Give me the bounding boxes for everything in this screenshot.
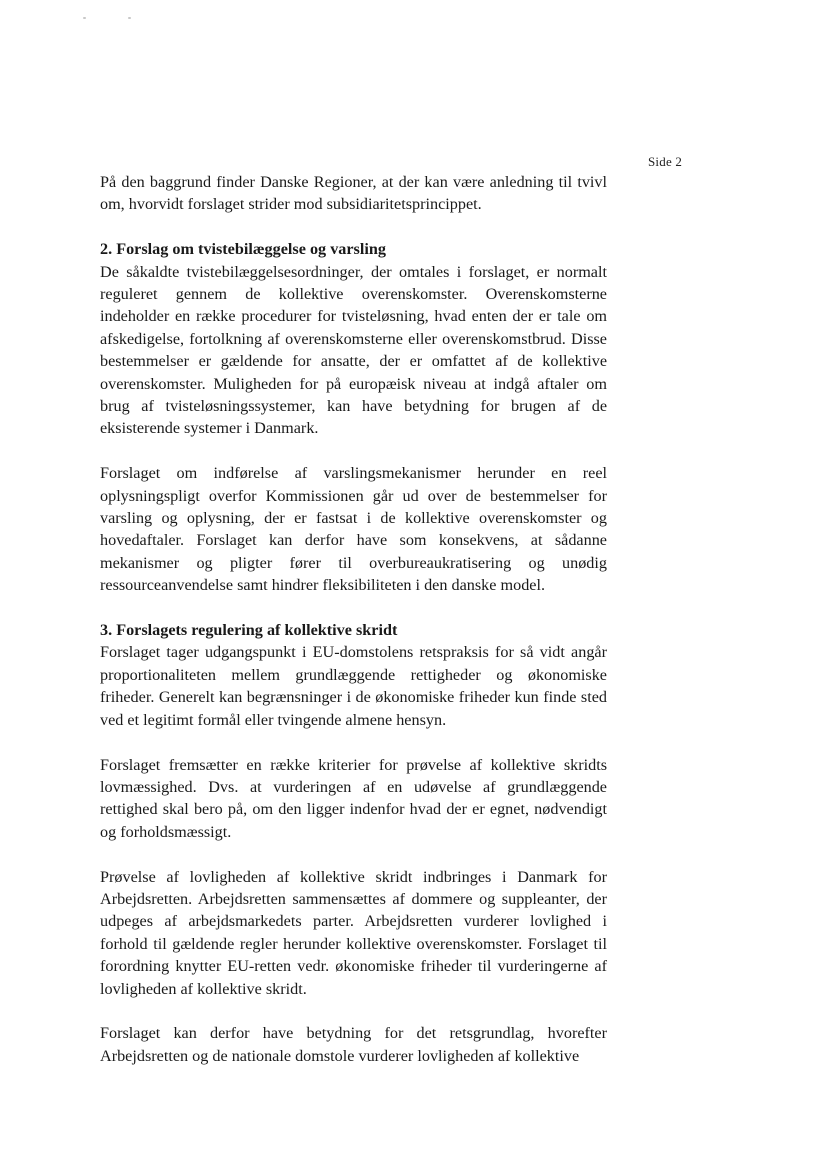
paragraph-proportionality: Forslaget tager udgangspunkt i EU-domstolens retspraksis for så vidt angår proportionaliteten mellem grundlæggende rettigheder og økonomiske friheder. Generelt kan begrænsninger i de økonomiske friheder kun finde sted ved et legitimt formål eller tvingende almene hensyn. [100, 643, 607, 729]
paragraph-legal-basis: Forslaget kan derfor have betydning for det retsgrundlag, hvorefter Arbejdsretten og de nationale domstole vurderer lovligheden af kollektive [100, 1024, 607, 1065]
scan-artifact-mark [128, 17, 131, 19]
paragraph-labour-court: Prøvelse af lovligheden af kollektive skridt indbringes i Danmark for Arbejdsretten. Arbejdsretten sammensættes af dommere og suppleanter, der udpeges af arbejdsmarkedets parter. Arbejdsretten vurderer lovlighed i forhold til gældende regler herunder kollektive overenskomster. Forslaget til forordning knytter EU-retten vedr. økonomiske friheder til vurderingerne af lovligheden af kollektive skridt. [100, 867, 607, 998]
document-body [100, 171, 607, 1090]
scan-artifact-mark [83, 17, 86, 19]
section-heading: 2. Forslag om tvistebilæggelse og varsling [100, 240, 386, 259]
paragraph-criteria: Forslaget fremsætter en række kriterier for prøvelse af kollektive skridts lovmæssighed. Dvs. at vurderingen af en udøvelse af grundlæggende rettighed skal bero på, om den ligger indenfor hvad der er egnet, nødvendigt og forholdsmæssigt. [100, 755, 607, 841]
section-collective-action [100, 619, 607, 731]
paragraph-dispute-resolution: De såkaldte tvistebilæggelsesordninger, der omtales i forslaget, er normalt reguleret gennem de kollektive overenskomster. Overenskomsterne indeholder en række procedurer for tvisteløsning, hvad enten der er tale om afskedigelse, fortolkning af overenskomsterne eller overenskomstbrud. Disse bestemmelser er gældende for ansatte, der er omfattet af de kollektive overenskomster. Muligheden for på europæisk niveau at indgå aftaler om brug af tvisteløsningssystemer, kan have betydning for brugen af de eksisterende systemer i Danmark. [100, 262, 607, 438]
section-dispute-resolution [100, 238, 607, 440]
page-number: Side 2 [648, 154, 683, 169]
paragraph-subsidiarity: På den baggrund finder Danske Regioner, at der kan være anledning til tvivl om, hvorvidt forslaget strider mod subsidiaritetsprincippet. [100, 173, 607, 214]
section-heading: 3. Forslagets regulering af kollektive skridt [100, 621, 398, 640]
paragraph-notification-mechanisms: Forslaget om indførelse af varslingsmekanismer herunder en reel oplysningspligt overfor Kommissionen går ud over de bestemmelser for varsling og oplysning, der er fastsat i de kollektive overenskomster og hovedaftaler. Forslaget kan derfor have som konsekvens, at sådanne mekanismer og pligter fører til overbureaukratisering og unødig ressourceanvendelse samt hindrer fleksibiliteten i den danske model. [100, 464, 607, 595]
